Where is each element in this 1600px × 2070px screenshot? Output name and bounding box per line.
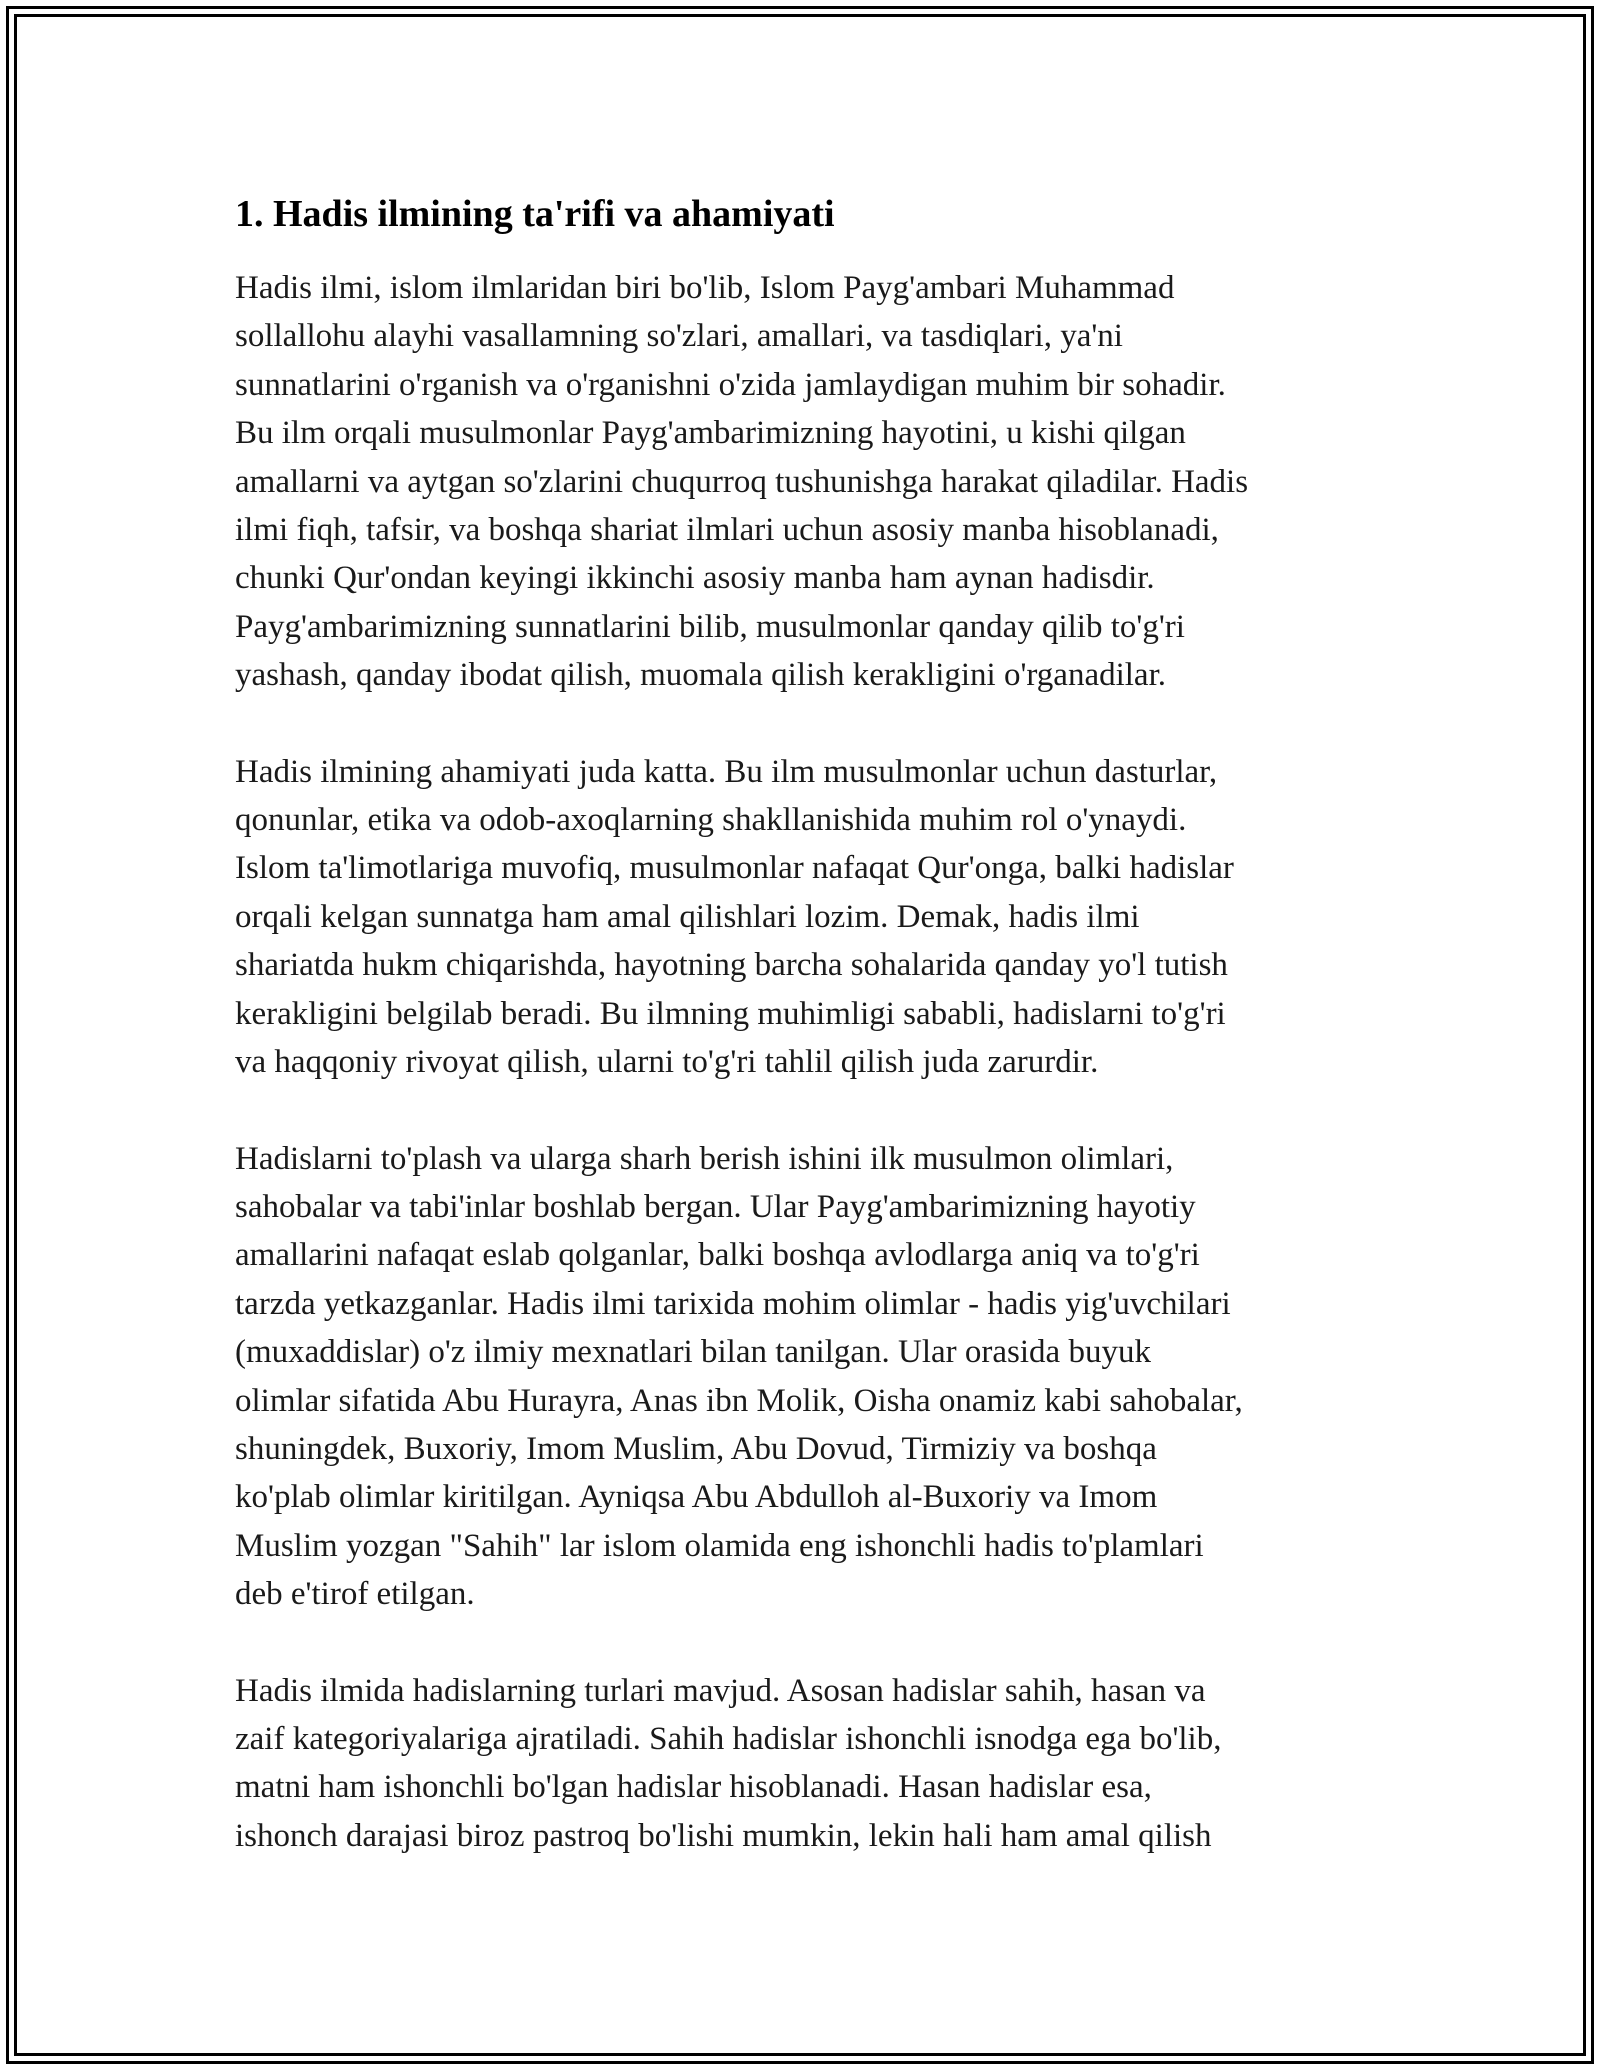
text-line: matni ham ishonchli bo'lgan hadislar hisoblanadi. Hasan hadislar esa, [235,1769,1152,1806]
text-line: tarzda yetkazganlar. Hadis ilmi tarixida mohim olimlar - hadis yig'uvchilari [235,1285,1231,1322]
text-line: Hadis ilmida hadislarning turlari mavjud. Asosan hadislar sahih, hasan va [235,1672,1206,1709]
text-line: ko'plab olimlar kiritilgan. Ayniqsa Abu Abdulloh al-Buxoriy va Imom [235,1479,1158,1516]
paragraph-4 [235,1667,1385,1861]
text-line: yashash, qanday ibodat qilish, muomala qilish kerakligini o'rganadilar. [235,657,1166,694]
text-line: Bu ilm orqali musulmonlar Payg'ambarimizning hayotini, u kishi qilgan [235,415,1186,452]
text-line: kerakligini belgilab beradi. Bu ilmning muhimligi sababli, hadislarni to'g'ri [235,995,1226,1032]
text-line: va haqqoniy rivoyat qilish, ularni to'g'ri tahlil qilish juda zarurdir. [235,1044,1099,1081]
text-line: sunnatlarini o'rganish va o'rganishni o'zida jamlaydigan muhim bir sohadir. [235,366,1226,403]
text-line: deb e'tirof etilgan. [235,1576,475,1613]
text-line: chunki Qur'ondan keyingi ikkinchi asosiy manba ham aynan hadisdir. [235,560,1155,597]
text-line: Payg'ambarimizning sunnatlarini bilib, musulmonlar qanday qilib to'g'ri [235,608,1185,645]
text-line: Hadislarni to'plash va ularga sharh berish ishini ilk musulmon olimlari, [235,1140,1174,1177]
text-line: sahobalar va tabi'inlar boshlab bergan. Ular Payg'ambarimizning hayotiy [235,1188,1196,1225]
text-line: sollallohu alayhi vasallamning so'zlari, amallari, va tasdiqlari, ya'ni [235,318,1123,355]
text-line: Hadis ilmining ahamiyati juda katta. Bu ilm musulmonlar uchun dasturlar, [235,753,1218,790]
text-line: ilmi fiqh, tafsir, va boshqa shariat ilmlari uchun asosiy manba hisoblanadi, [235,512,1219,549]
page-content [235,186,1385,1908]
text-line: amallarini nafaqat eslab qolganlar, balki boshqa avlodlarga aniq va to'g'ri [235,1237,1200,1274]
text-line: zaif kategoriyalariga ajratiladi. Sahih hadislar ishonchli isnodga ega bo'lib, [235,1720,1222,1757]
paragraph-1 [235,264,1385,700]
text-line: (muxaddislar) o'z ilmiy mexnatlari bilan tanilgan. Ular orasida buyuk [235,1334,1151,1371]
text-line: Muslim yozgan "Sahih" lar islom olamida eng ishonchli hadis to'plamlari [235,1527,1204,1564]
text-line: ishonch darajasi biroz pastroq bo'lishi mumkin, lekin hali ham amal qilish [235,1817,1212,1854]
text-line: amallarni va aytgan so'zlarini chuqurroq tushunishga harakat qiladilar. Hadis [235,463,1249,500]
text-line: orqali kelgan sunnatga ham amal qilishlari lozim. Demak, hadis ilmi [235,898,1140,935]
paragraph-3 [235,1135,1385,1619]
text-line: Islom ta'limotlariga muvofiq, musulmonlar nafaqat Qur'onga, balki hadislar [235,850,1234,887]
text-line: qonunlar, etika va odob-axoqlarning shakllanishida muhim rol o'ynaydi. [235,802,1187,839]
text-line: Hadis ilmi, islom ilmlaridan biri bo'lib, Islom Payg'ambari Muhammad [235,270,1175,306]
text-line: shuningdek, Buxoriy, Imom Muslim, Abu Dovud, Tirmiziy va boshqa [235,1430,1157,1467]
text-line: olimlar sifatida Abu Hurayra, Anas ibn Molik, Oisha onamiz kabi sahobalar, [235,1382,1243,1419]
paragraph-2 [235,748,1385,1087]
section-heading: 1. Hadis ilmining ta'rifi va ahamiyati [235,193,835,235]
text-line: shariatda hukm chiqarishda, hayotning barcha sohalarida qanday yo'l tutish [235,947,1228,984]
